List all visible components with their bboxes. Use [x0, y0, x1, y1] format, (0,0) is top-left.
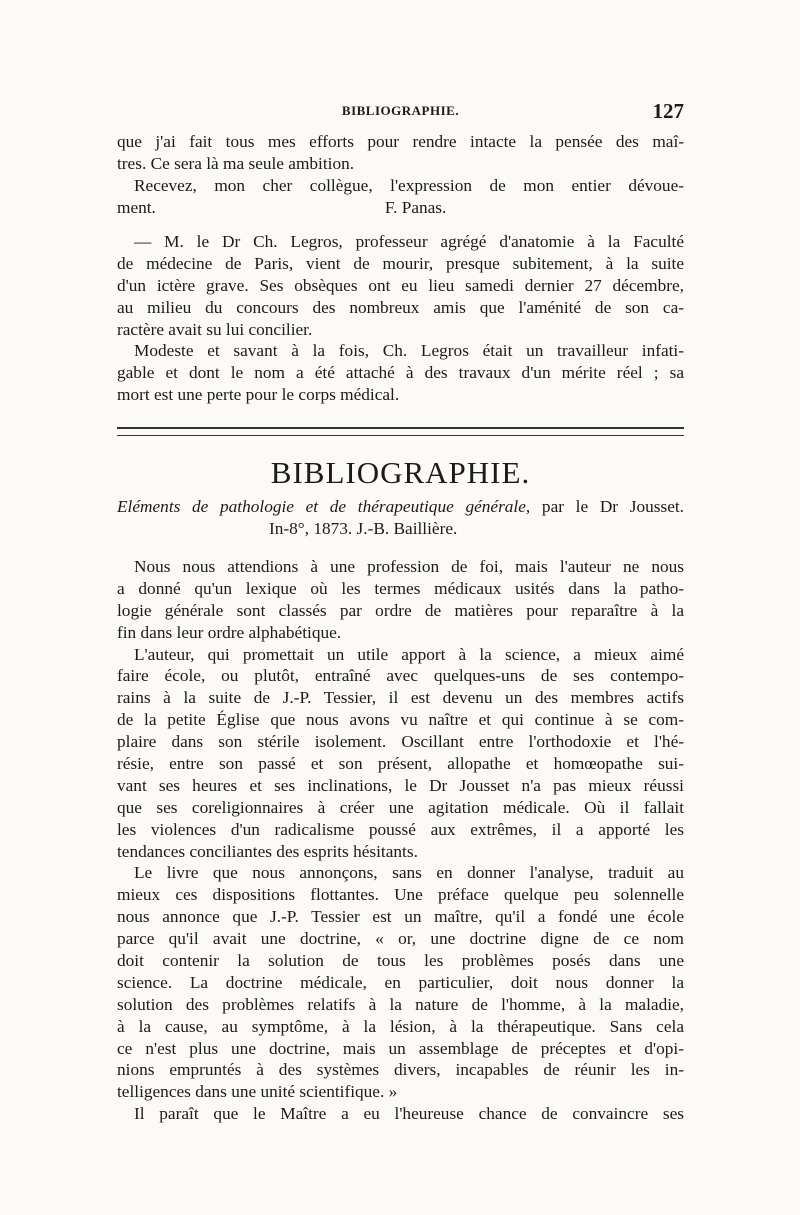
text-line: a donné qu'un lexique où les termes médicaux usités dans la patho- [117, 578, 684, 598]
text-line: que ses coreligionnaires à créer une agitation médicale. Où il fallait [117, 797, 684, 817]
text-line: doit contenir la solution de tous les problèmes posés dans une [117, 951, 684, 971]
text-line: plaire dans son stérile isolement. Oscillant entre l'orthodoxie et l'hé- [117, 732, 684, 752]
text-line: de la petite Église que nous avons vu naître et qui continue à se com- [117, 710, 684, 730]
text-line: que j'ai fait tous mes efforts pour rendre intacte la pensée des maî- [117, 132, 684, 151]
text-line: solution des problèmes relatifs à la nature de l'homme, à la maladie, [117, 994, 684, 1014]
text-line: Il paraît que le Maître a eu l'heureuse chance de convaincre ses [134, 1104, 684, 1124]
text-line: au milieu du concours des nombreux amis que l'aménité de son ca- [117, 297, 684, 317]
section-divider [117, 427, 684, 436]
text-line: Le livre que nous annonçons, sans en donner l'analyse, traduit au [134, 863, 684, 883]
running-title: BIBLIOGRAPHIE. [341, 103, 460, 118]
text-line: à la cause, au symptôme, à la lésion, à la thérapeutique. Sans cela [117, 1016, 684, 1036]
text-line: L'auteur, qui promettait un utile apport à la science, a mieux aimé [134, 644, 684, 664]
text-line: faire école, ou plutôt, entraîné avec quelques-uns de ses contempo- [117, 666, 684, 686]
text-line: parce qu'il avait une doctrine, « or, une doctrine digne de ce nom [117, 929, 684, 949]
signature-line: ment. F. Panas. [117, 197, 447, 217]
text-line: gable et dont le nom a été attaché à des travaux d'un mérite réel ; sa [117, 363, 684, 383]
obituary-notice [117, 231, 684, 406]
text-line: d'un ictère grave. Ses obsèques ont eu lieu samedi dernier 27 décembre, [117, 275, 684, 295]
book-imprint: In-8°, 1873. J.-B. Baillière. [269, 519, 458, 538]
review-body [117, 556, 684, 1125]
text-line: nous annonce que J.-P. Tessier est un maître, qu'il a fondé une école [117, 907, 684, 927]
text-line: mieux ces dispositions flottantes. Une préface quelque peu solennelle [117, 885, 684, 905]
text-line: Modeste et savant à la fois, Ch. Legros était un travailleur infati- [134, 341, 684, 361]
page-header [117, 99, 684, 127]
text-line: tres. Ce sera là ma seule ambition. [117, 153, 355, 173]
text-line: rains à la suite de J.-P. Tessier, il est devenu un des membres actifs [117, 688, 684, 708]
text-line: les violences d'un radicalisme poussé aux extrêmes, il a apporté les [117, 819, 684, 839]
text-line: Recevez, mon cher collègue, l'expression de mon entier dévoue- [134, 175, 684, 195]
text-line: de médecine de Paris, vient de mourir, presque subitement, à la suite [117, 253, 684, 273]
text-line: ractère avait su lui concilier. [117, 319, 313, 339]
page-number: 127 [652, 99, 684, 123]
text-line: tendances conciliantes des esprits hésitants. [117, 841, 418, 861]
book-author: par le Dr Jousset. [541, 497, 684, 516]
letter-closing [117, 131, 684, 219]
book-title-line [117, 496, 684, 518]
section-heading: BIBLIOGRAPHIE. [270, 455, 531, 490]
text-line: nions empruntés à des systèmes divers, incapables de réunir les in- [117, 1060, 684, 1080]
text-line: vant ses heures et ses inclinations, le Dr Jousset n'a pas mieux réussi [117, 775, 684, 795]
book-reference [117, 496, 684, 540]
book-title: Eléments de pathologie et de thérapeutique générale, [117, 497, 531, 516]
text-line: mort est une perte pour le corps médical. [117, 385, 400, 405]
text-line: fin dans leur ordre alphabétique. [117, 622, 342, 642]
text-line: logie générale sont classés par ordre de matières pour reparaître à la [117, 600, 684, 620]
text-line: — M. le Dr Ch. Legros, professeur agrégé d'anatomie à la Faculté [134, 232, 684, 251]
text-line: telligences dans une unité scientifique. » [117, 1082, 398, 1102]
text-line: science. La doctrine médicale, en particulier, doit nous donner la [117, 972, 684, 992]
text-line: résie, entre son passé et son présent, allopathe et homœopathe sui- [117, 754, 684, 774]
text-line: Nous nous attendions à une profession de foi, mais l'auteur ne nous [134, 557, 684, 576]
text-line: ce n'est plus une doctrine, mais un assemblage de préceptes et d'opi- [117, 1038, 684, 1058]
